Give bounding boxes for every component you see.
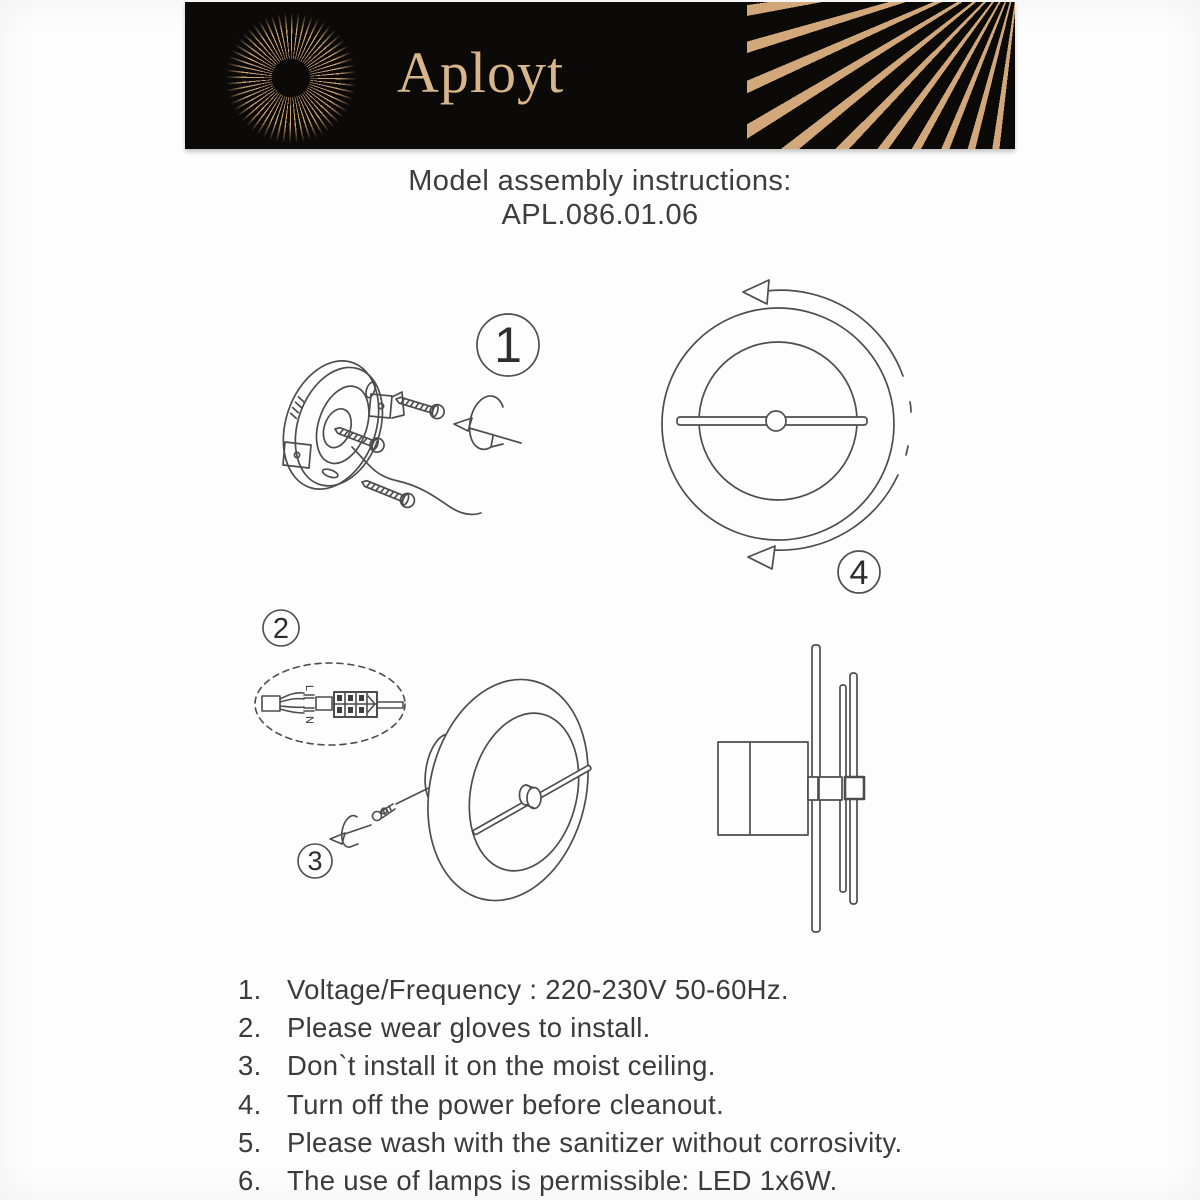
small-screw xyxy=(373,804,396,821)
wire-end xyxy=(262,693,314,713)
page-title: Model assembly instructions: xyxy=(408,165,792,197)
rotation-arc-top xyxy=(766,290,903,376)
neutral-wire-label: N xyxy=(303,716,315,724)
list-item xyxy=(0,971,1200,1009)
lamp-side-diagram xyxy=(718,645,864,932)
list-item xyxy=(0,1124,1200,1162)
step4-number: 4 xyxy=(849,554,869,592)
instruction-list xyxy=(0,971,1200,1200)
item-text: Voltage/Frequency : 220-230V 50-60Hz. xyxy=(287,974,789,1005)
item-text: The use of lamps is permissible: LED 1x6W. xyxy=(287,1165,838,1197)
screw xyxy=(332,422,386,454)
power-wire xyxy=(352,447,481,514)
list-item xyxy=(0,1086,1200,1124)
plate-tab-right xyxy=(369,392,404,418)
detail-callout-ellipse xyxy=(255,663,405,745)
item-number: 6. xyxy=(238,1165,262,1197)
live-wire-label: L xyxy=(303,684,315,692)
terminal-connector xyxy=(316,692,403,717)
item-text: Don`t install it on the moist ceiling. xyxy=(287,1050,716,1082)
item-text: Please wear gloves to install. xyxy=(287,1012,651,1044)
item-number: 4. xyxy=(238,1088,262,1120)
item-number: 2. xyxy=(238,1012,262,1044)
plate-slot xyxy=(322,467,339,479)
item-number: 5. xyxy=(238,1126,262,1158)
title-block xyxy=(0,164,1200,232)
item-text: Please wash with the sanitizer without corrosivity. xyxy=(287,1126,903,1158)
connector-block xyxy=(819,777,842,800)
arrowhead-icon xyxy=(743,280,769,304)
item-number: 3. xyxy=(238,1050,262,1082)
step1-mounting-diagram xyxy=(267,314,539,514)
screw-rotation-icon xyxy=(330,816,371,848)
model-number: APL.086.01.06 xyxy=(501,199,699,231)
wall-mount-box xyxy=(718,742,808,835)
arrowhead-icon xyxy=(748,546,775,569)
item-number: 1. xyxy=(238,974,262,1005)
screw-rotation-icon xyxy=(454,396,521,449)
mounting-plate xyxy=(267,348,399,503)
corner-rays-decoration xyxy=(747,2,1015,149)
center-hub xyxy=(766,411,786,431)
lamp-front-diagram xyxy=(407,663,609,916)
mount-stub xyxy=(808,777,818,800)
header-banner xyxy=(185,2,1015,149)
assembly-diagrams xyxy=(0,250,1200,950)
screw xyxy=(359,476,416,510)
step3-number: 3 xyxy=(307,846,323,876)
brand-name: Aployt xyxy=(397,40,565,105)
list-item xyxy=(0,1009,1200,1047)
step1-number: 1 xyxy=(494,317,522,373)
step2-number: 2 xyxy=(272,613,290,645)
step2-wiring-diagram xyxy=(255,610,405,745)
item-text: Turn off the power before cleanout. xyxy=(287,1088,725,1120)
sunburst-logo-icon xyxy=(225,12,357,144)
list-item xyxy=(0,1047,1200,1085)
list-item xyxy=(0,1162,1200,1200)
connector-block xyxy=(845,777,864,799)
step4-rotation-diagram xyxy=(662,280,911,593)
